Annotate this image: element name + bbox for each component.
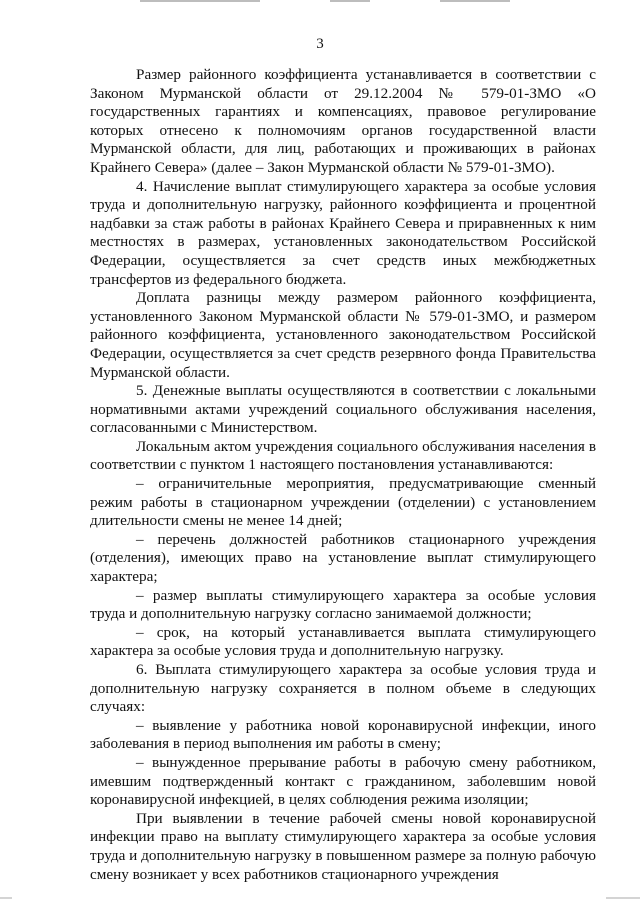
paragraph-item-6-retention: 6. Выплата стимулирующего характера за особые условия труда и дополнительную нагрузку сохраняется в полном объеме в следующих случаях:: [90, 661, 596, 716]
paragraph-shift-infection-rule: При выявлении в течение рабочей смены новой коронавирусной инфекции право на выплату стимулирующего характера за особые условия труда и дополнительную нагрузку в повышенном размере за полную рабочую смену возникает у всех работников стационарного учреждения: [90, 809, 596, 883]
scan-edge-mark: [0, 897, 12, 899]
paragraph-item-4-accrual: 4. Начисление выплат стимулирующего характера за особые условия труда и дополнительную нагрузку, районного коэффициента и процентной надбавки за стаж работы в районах Крайнего Севера и приравненных к ним местностях в размерах, установленных законодательством Российской Федерации, осуществляется за счет средств иных межбюджетных трансфертов из федерального бюджета.: [90, 177, 596, 288]
list-item-positions-list: – перечень должностей работников стационарного учреждения (отделения), имеющих право на установление выплат стимулирующего характера;: [90, 530, 596, 586]
list-item-payment-period: – срок, на который устанавливается выплата стимулирующего характера за особые условия труда и дополнительную нагрузку.: [90, 623, 596, 660]
page-number: 3: [316, 36, 324, 52]
scan-edge-mark: [140, 0, 260, 2]
paragraph-local-act-intro: Локальным актом учреждения социального обслуживания населения в соответствии с пунктом 1 настоящего постановления устанавливаются:: [90, 437, 596, 474]
scan-edge-mark: [330, 0, 370, 2]
paragraph-coefficient-difference: Доплата разницы между размером районного коэффициента, установленного Законом Мурманской области № 579-01-ЗМО, и размером районного коэффициента, установленного законодательством Российской Федерации, осуществляется за счет средств резервного фонда Правительства Мурманской области.: [90, 289, 596, 381]
list-item-payment-size: – размер выплаты стимулирующего характера за особые условия труда и дополнительную нагрузку согласно занимаемой должности;: [90, 586, 596, 623]
list-item-infection-detected: – выявление у работника новой коронавирусной инфекции, иного заболевания в период выполнения им работы в смену;: [90, 716, 596, 753]
scan-edge-mark: [606, 897, 640, 899]
paragraph-district-coefficient-size: Размер районного коэффициента устанавливается в соответствии с Законом Мурманской области от 29.12.2004 № 579-01-ЗМО «О государственных гарантиях и компенсациях, правовое регулирование которых отнесено к полномочиям органов государственной власти Мурманской области, для лиц, работающих и проживающих в районах Крайнего Севера» (далее – Закон Мурманской области № 579-01-ЗМО).: [90, 66, 596, 176]
scan-edge-mark: [440, 0, 510, 2]
document-body: [90, 66, 596, 884]
paragraph-item-5-local-acts: 5. Денежные выплаты осуществляются в соответствии с локальными нормативными актами учреждений социального обслуживания населения, согласованными с Министерством.: [90, 382, 596, 437]
list-item-forced-interruption: – вынужденное прерывание работы в рабочую смену работником, имевшим подтвержденный контакт с гражданином, заболевшим новой коронавирусной инфекцией, в целях соблюдения режима изоляции;: [90, 753, 596, 809]
list-item-restrictive-measures: – ограничительные мероприятия, предусматривающие сменный режим работы в стационарном учреждении (отделении) с установлением длительности смены не менее 14 дней;: [90, 475, 596, 530]
